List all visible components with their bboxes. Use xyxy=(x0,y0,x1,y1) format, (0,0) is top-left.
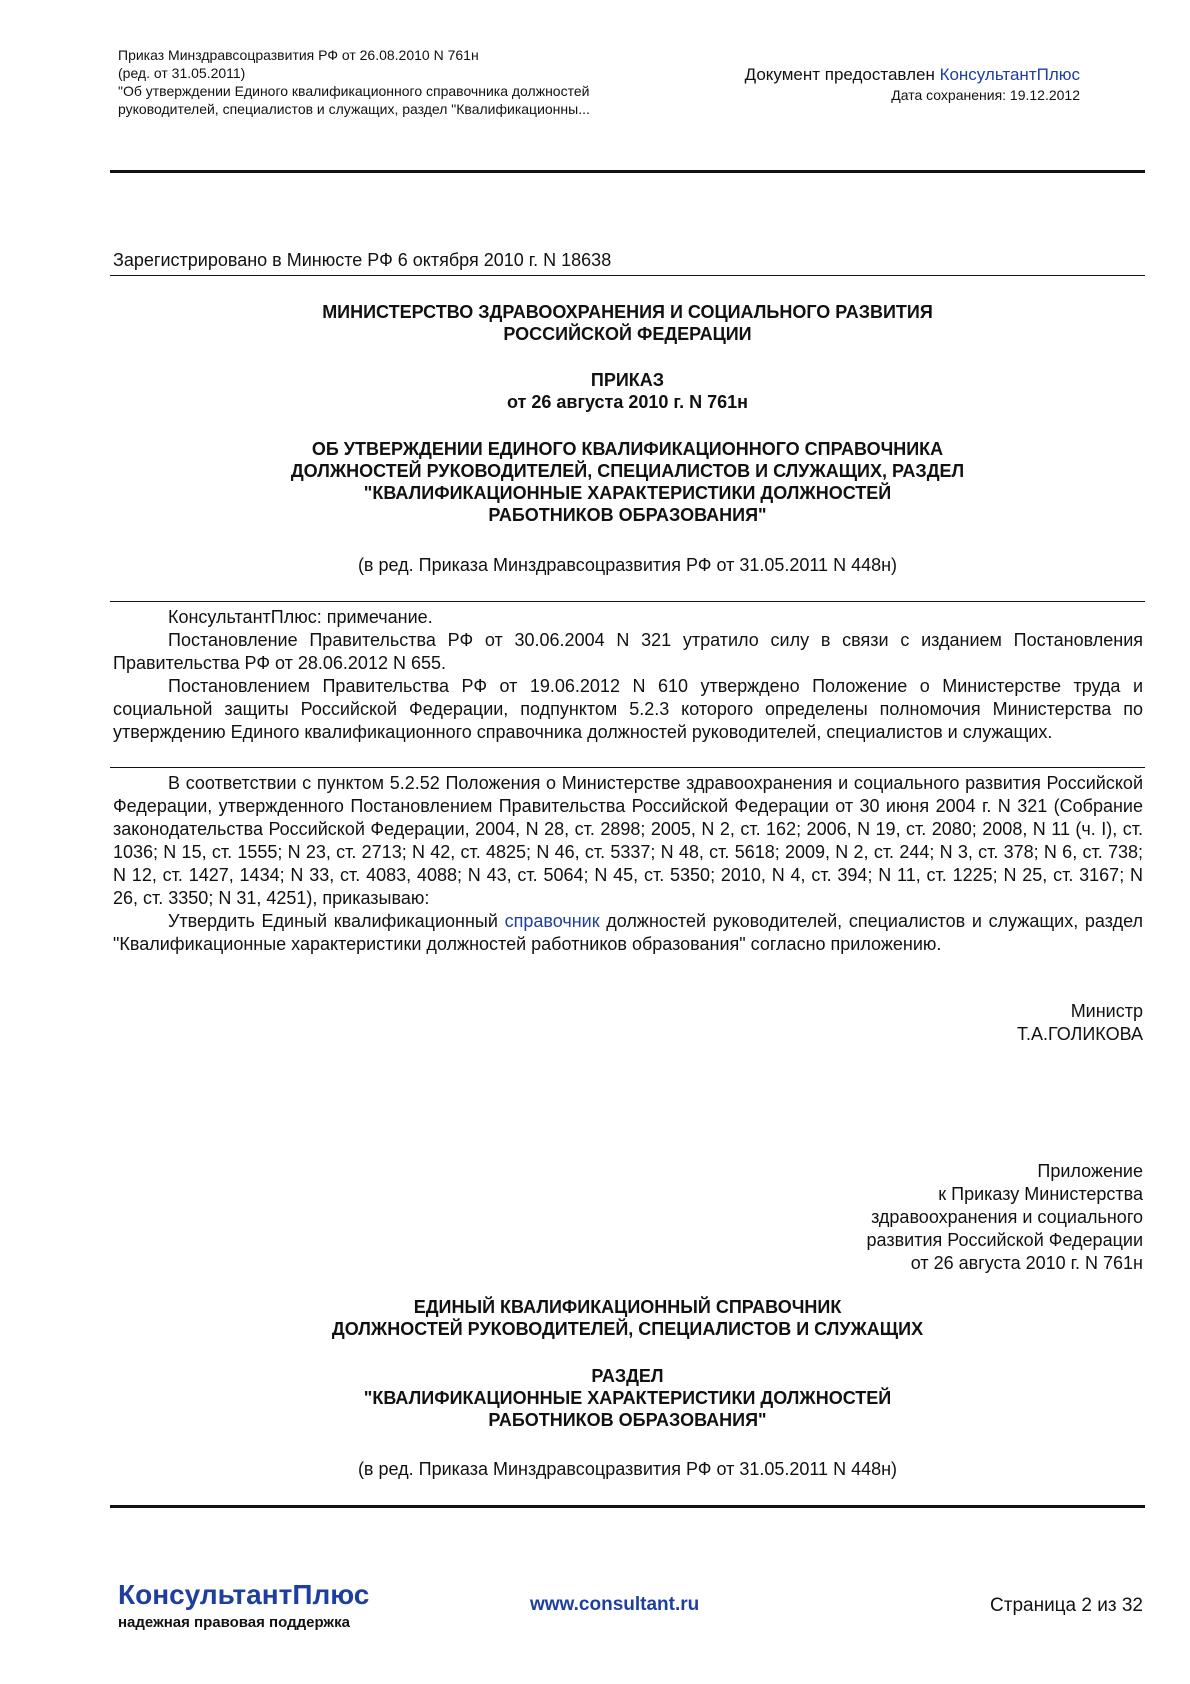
handbook-title: ЕДИНЫЙ КВАЛИФИКАЦИОННЫЙ СПРАВОЧНИК ДОЛЖНОСТЕЙ РУКОВОДИТЕЛЕЙ, СПЕЦИАЛИСТОВ И СЛУЖАЩИХ xyxy=(331,1297,924,1339)
provided-by-label: Документ предоставлен xyxy=(744,65,940,84)
note-divider-top xyxy=(110,601,1145,602)
signatory-name: Т.А.ГОЛИКОВА xyxy=(1017,1024,1143,1044)
order-title: ПРИКАЗ от 26 августа 2010 г. N 761н xyxy=(506,370,748,412)
consultant-note xyxy=(113,606,1143,744)
section-title: РАЗДЕЛ "КВАЛИФИКАЦИОННЫЕ ХАРАКТЕРИСТИКИ ДОЛЖНОСТЕЙ РАБОТНИКОВ ОБРАЗОВАНИЯ" xyxy=(363,1366,892,1430)
document-provider xyxy=(745,64,1080,104)
body-paragraph: В соответствии с пунктом 5.2.52 Положения о Министерстве здравоохранения и социального развития Российской Федерации, утвержденного Постановлением Правительства Российской Федерации от 30 июня 2004 г. N 321 (Собрание законодательства Российской Федерации, 2004, N 28, ст. 2898; 2005, N 2, ст. 162; 2006, N 19, ст. 2080; 2008, N 11 (ч. I), ст. 1036; N 15, ст. 1555; N 23, ст. 2713; N 42, ст. 4825; N 46, ст. 5337; N 48, ст. 5618; 2009, N 2, ст. 244; N 3, ст. 378; N 6, ст. 738; N 12, ст. 1427, 1434; N 33, ст. 4083, 4088; N 43, ст. 5064; N 45, ст. 5350; 2010, N 4, ст. 394; N 11, ст. 1225; N 25, ст. 3167; N 26, ст. 3350; N 31, 4251), приказываю: xyxy=(113,773,1143,908)
document-header-info xyxy=(118,46,758,118)
note-heading: КонсультантПлюс: примечание. xyxy=(168,607,433,627)
edition-note-2: (в ред. Приказа Минздравсоцразвития РФ от 31.05.2011 N 448н) xyxy=(357,1459,898,1479)
signatory-position: Министр xyxy=(1070,1001,1143,1021)
note-divider-bottom xyxy=(110,767,1145,768)
appendix-block: Приложение к Приказу Министерства здравоохранения и социального развития Российской Федерации от 26 августа 2010 г. N 761н xyxy=(866,1161,1143,1273)
page-number: Страница 2 из 32 xyxy=(990,1595,1143,1616)
signature-block xyxy=(1017,1000,1143,1046)
header-line: (ред. от 31.05.2011) xyxy=(118,65,246,81)
registration-divider xyxy=(110,275,1145,276)
note-paragraph: Постановление Правительства РФ от 30.06.2004 N 321 утратило силу в связи с изданием Постановления Правительства РФ от 28.06.2012 N 655. xyxy=(113,630,1143,673)
header-divider xyxy=(110,170,1145,173)
handbook-link[interactable]: справочник xyxy=(504,911,600,931)
consultant-tagline: надежная правовая поддержка xyxy=(118,1614,350,1631)
save-date: Дата сохранения: 19.12.2012 xyxy=(891,87,1080,103)
consultant-url-link[interactable]: www.consultant.ru xyxy=(530,1594,700,1615)
consultant-logo: КонсультантПлюс xyxy=(118,1579,370,1610)
body-paragraph-decree: Утвердить Единый квалификационный справочник должностей руководителей, специалистов и служащих, раздел "Квалификационные характеристики должностей работников образования" согласно приложению. xyxy=(113,911,1143,954)
header-line: руководителей, специалистов и служащих, раздел "Квалификационны... xyxy=(118,101,590,117)
note-paragraph: Постановлением Правительства РФ от 19.06.2012 N 610 утверждено Положение о Министерстве труда и социальной защиты Российской Федерации, подпунктом 5.2.3 которого определены полномочия Министерства по утверждению Единого квалификационного справочника должностей руководителей, специалистов и служащих. xyxy=(113,676,1143,742)
provider-brand-link[interactable]: КонсультантПлюс xyxy=(939,65,1080,84)
edition-note: (в ред. Приказа Минздравсоцразвития РФ от 31.05.2011 N 448н) xyxy=(357,555,898,575)
footer-divider xyxy=(110,1505,1145,1508)
header-line: "Об утверждении Единого квалификационного справочника должностей xyxy=(118,83,590,99)
ministry-title: МИНИСТЕРСТВО ЗДРАВООХРАНЕНИЯ И СОЦИАЛЬНОГО РАЗВИТИЯ РОССИЙСКОЙ ФЕДЕРАЦИИ xyxy=(322,302,933,344)
header-line: Приказ Минздравсоцразвития РФ от 26.08.2010 N 761н xyxy=(118,47,479,63)
registration-line: Зарегистрировано в Минюсте РФ 6 октября 2010 г. N 18638 xyxy=(113,250,612,270)
order-subject: ОБ УТВЕРЖДЕНИИ ЕДИНОГО КВАЛИФИКАЦИОННОГО СПРАВОЧНИКА ДОЛЖНОСТЕЙ РУКОВОДИТЕЛЕЙ, СПЕЦИАЛИСТОВ И СЛУЖАЩИХ, РАЗДЕЛ "КВАЛИФИКАЦИОННЫЕ ХАРАКТЕРИСТИКИ ДОЛЖНОСТЕЙ РАБОТНИКОВ ОБРАЗОВАНИЯ" xyxy=(290,439,965,525)
order-body xyxy=(113,772,1143,956)
